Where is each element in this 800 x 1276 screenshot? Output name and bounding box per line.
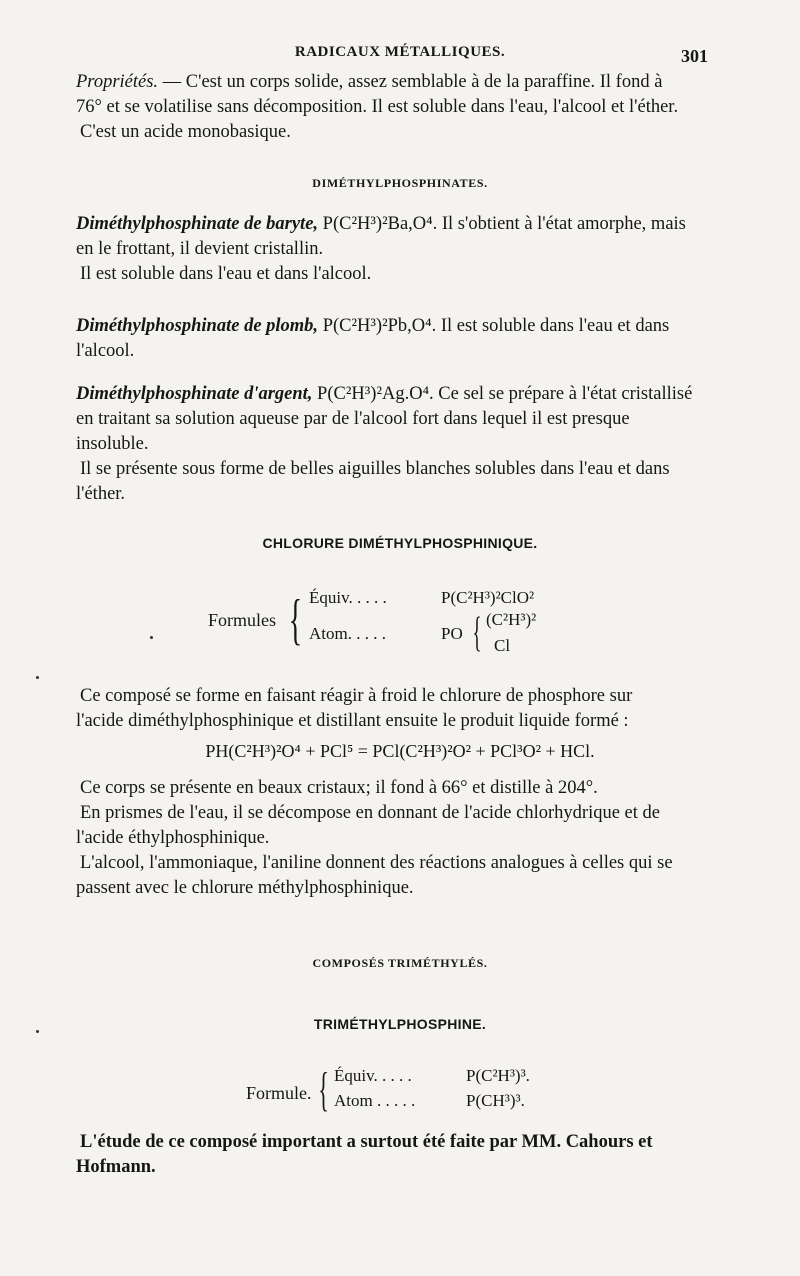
argent-line-2: en traitant sa solution aqueuse par de l'alcool fort dans lequel il est presque — [76, 409, 630, 429]
formule-equiv-label: Équiv. . . . . — [334, 1066, 412, 1085]
baryte-line-3: Il est soluble dans l'eau et dans l'alcool. — [80, 264, 372, 284]
formules-atom-brace: { — [472, 610, 482, 656]
intro-label: Propriétés. — [76, 72, 159, 92]
baryte-name: Diméthylphosphinate de baryte, — [76, 214, 319, 234]
formules-brace: { — [288, 589, 303, 651]
argent-line-5: l'éther. — [76, 484, 126, 504]
baryte-formula: P(C²H³)²Ba,O⁴. — [318, 214, 438, 234]
formules-label: Formules — [208, 610, 277, 630]
formules-atom-part1: (C²H³)² — [486, 610, 537, 629]
plomb-formula: P(C²H³)²Pb,O⁴. — [318, 316, 437, 336]
argent-name: Diméthylphosphinate d'argent, — [76, 384, 313, 404]
argent-line-3: insoluble. — [76, 434, 149, 454]
print-speck — [36, 1030, 39, 1033]
argent-text: Ce sel se prépare à l'état cristallisé — [433, 384, 693, 404]
plomb-name: Diméthylphosphinate de plomb, — [76, 316, 319, 336]
plomb-paragraph — [76, 314, 698, 364]
props-line-1: Ce corps se présente en beaux cristaux; il fond à 66° et distille à 204°. — [80, 778, 598, 798]
section-heading-chlorure: CHLORURE DIMÉTHYLPHOSPHINIQUE. — [262, 535, 538, 551]
chlorure-line-1: Ce composé se forme en faisant réagir à froid le chlorure de phosphore sur — [80, 686, 633, 706]
closing-line-2: Hofmann. — [76, 1157, 156, 1177]
intro-line-3: C'est un acide monobasique. — [80, 122, 291, 142]
plomb-text: Il est soluble dans l'eau et dans — [436, 316, 670, 336]
intro-paragraph — [76, 70, 698, 145]
props-line-5: passent avec le chlorure méthylphosphinique. — [76, 878, 414, 898]
props-line-2: En prismes de l'eau, il se décompose en donnant de l'acide chlorhydrique et de — [80, 803, 660, 823]
section-heading-trimethyles: COMPOSÉS TRIMÉTHYLÉS. — [312, 956, 488, 970]
formule-equiv-formula: P(C²H³)³. — [466, 1066, 530, 1085]
argent-line-4: Il se présente sous forme de belles aiguilles blanches solubles dans l'eau et dans — [80, 459, 670, 479]
baryte-text: Il s'obtient à l'état amorphe, mais — [437, 214, 686, 234]
chlorure-line-2: l'acide diméthylphosphinique et distillant ensuite le produit liquide formé : — [76, 711, 629, 731]
baryte-line-2: en le frottant, il devient cristallin. — [76, 239, 324, 259]
page-number: 301 — [681, 46, 708, 66]
formules-atom-label: Atom. . . . . — [309, 624, 386, 643]
chlorure-properties — [76, 776, 698, 901]
intro-line-2: 76° et se volatilise sans décomposition. Il est soluble dans l'eau, l'alcool et l'éther. — [76, 97, 679, 117]
argent-formula: P(C²H³)²Ag.O⁴. — [312, 384, 434, 404]
props-line-4: L'alcool, l'ammoniaque, l'aniline donnent des réactions analogues à celles qui se — [80, 853, 673, 873]
section-heading-trimethylphosphine: TRIMÉTHYLPHOSPHINE. — [313, 1016, 487, 1032]
formules-equiv-label: Équiv. . . . . — [309, 588, 387, 607]
intro-line-1: — C'est un corps solide, assez semblable à de la paraffine. Il fond à — [158, 72, 663, 92]
plomb-line-2: l'alcool. — [76, 341, 135, 361]
argent-paragraph — [76, 382, 698, 507]
baryte-paragraph — [76, 212, 698, 287]
section-heading-dimethylphosphinates: DIMÉTHYLPHOSPHINATES. — [312, 176, 488, 190]
closing-paragraph — [76, 1130, 698, 1180]
formule-label: Formule. — [246, 1083, 312, 1103]
running-title: RADICAUX MÉTALLIQUES. — [294, 44, 506, 60]
formule-brace: { — [318, 1063, 329, 1116]
formule-atom-formula: P(CH³)³. — [466, 1091, 525, 1110]
closing-line-1: L'étude de ce composé important a surtout été faite par MM. Cahours et — [80, 1132, 653, 1152]
print-speck — [150, 636, 153, 639]
print-speck — [36, 676, 39, 679]
formules-equiv-formula: P(C²H³)²ClO² — [441, 588, 535, 607]
formule-atom-label: Atom . . . . . — [334, 1091, 416, 1110]
formules-atom-prefix: PO — [441, 624, 463, 643]
props-line-3: l'acide éthylphosphinique. — [76, 828, 270, 848]
chlorure-paragraph — [76, 684, 698, 734]
formules-atom-part2: Cl — [494, 636, 511, 655]
reaction-equation: PH(C²H³)²O⁴ + PCl⁵ = PCl(C²H³)²O² + PCl³O² + HCl. — [205, 741, 595, 761]
